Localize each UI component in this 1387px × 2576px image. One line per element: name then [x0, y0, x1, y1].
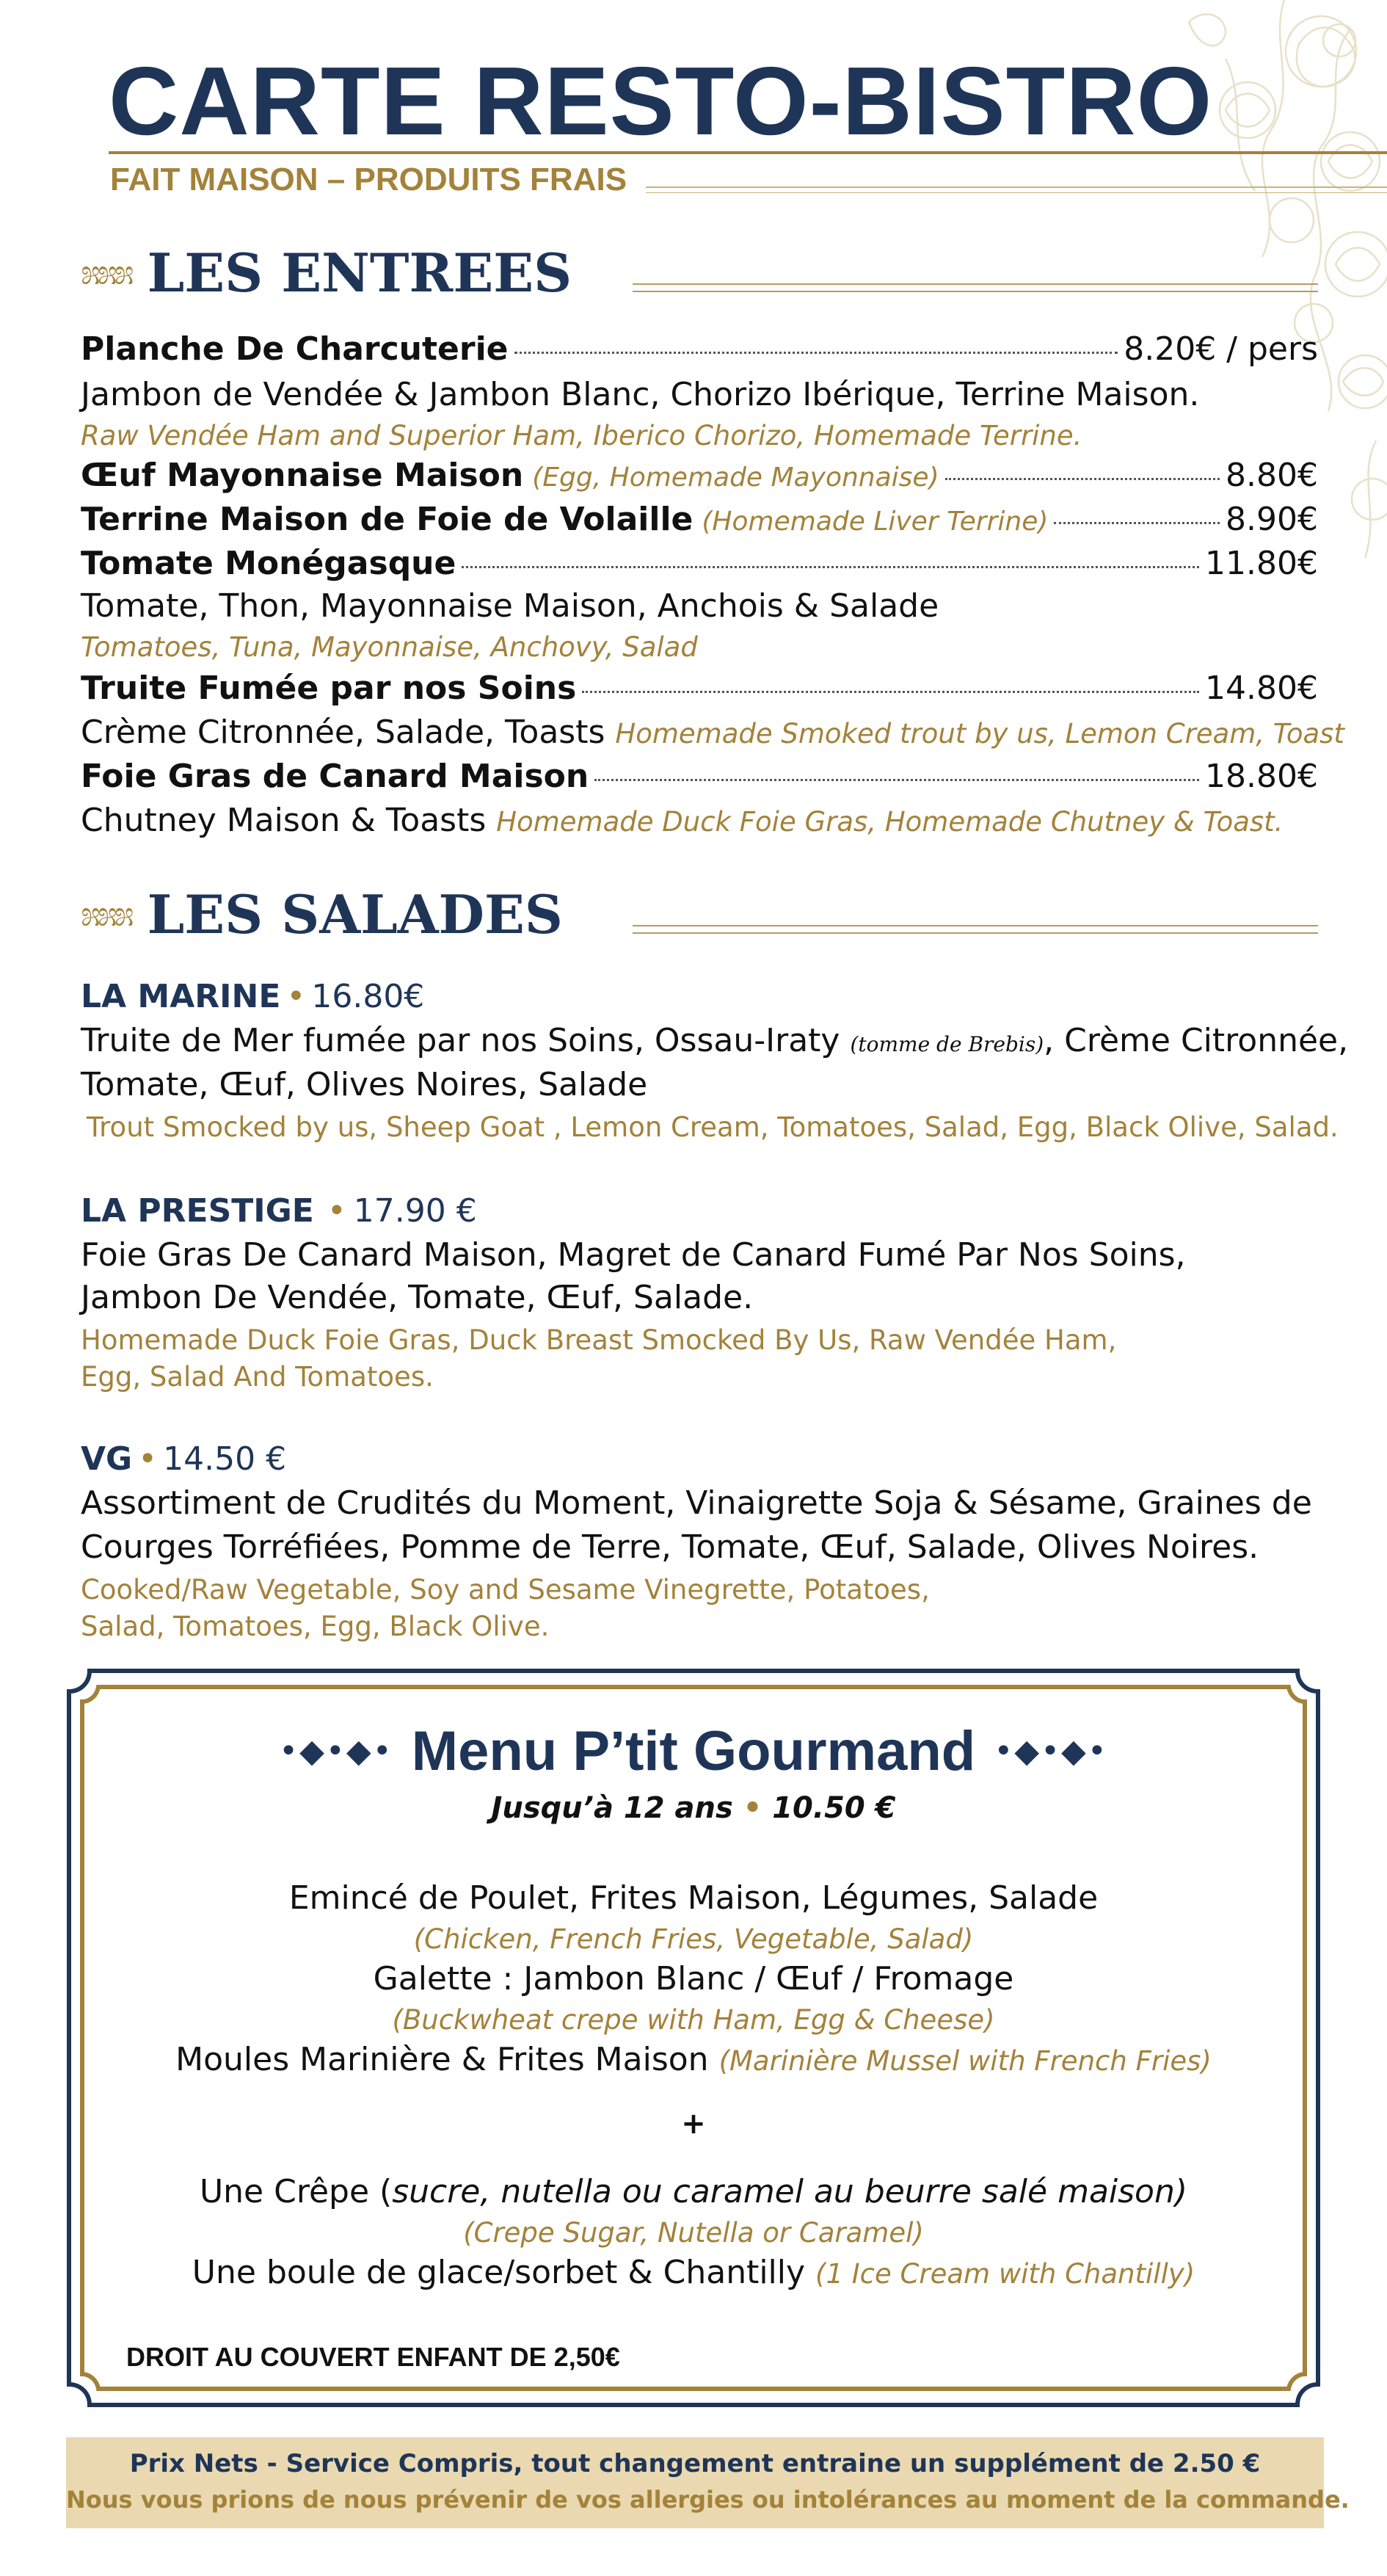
salad-price: 17.90 € — [353, 1192, 477, 1230]
menu-title: CARTE RESTO-BISTRO — [109, 47, 1213, 155]
item-description: Tomate, Thon, Mayonnaise Maison, Anchois & Salade — [81, 587, 939, 625]
menu-item — [81, 330, 1318, 368]
kids-main-en: (Marinière Mussel with French Fries) — [718, 2045, 1212, 2077]
menu-item — [81, 758, 1318, 795]
salad-price: 16.80€ — [311, 978, 425, 1015]
item-description — [81, 802, 1283, 839]
salad-description-part: Truite de Mer fumée par nos Soins, Ossau-Iraty — [81, 1022, 851, 1059]
item-description-fr: Chutney Maison & Toasts — [81, 802, 487, 839]
title-divider — [109, 151, 1387, 154]
dot-leader — [462, 566, 1199, 568]
section-divider — [633, 925, 1318, 934]
cover-charge-note: DROIT AU COUVERT ENFANT DE 2,50€ — [126, 2342, 620, 2372]
kids-menu-title-row — [65, 1719, 1322, 1783]
kids-menu-age: Jusqu’à 12 ans — [491, 1791, 733, 1825]
kids-dessert-en: (1 Ice Cream with Chantilly) — [815, 2258, 1195, 2290]
salad-description: Jambon De Vendée, Tomate, Œuf, Salade. — [81, 1279, 754, 1316]
kids-dessert-line — [65, 2254, 1322, 2291]
diamond-ornament-icon: •◆•◆• — [994, 1733, 1108, 1770]
bullet-dot: • — [286, 978, 306, 1015]
salad-description-en: Cooked/Raw Vegetable, Soy and Sesame Vinegrette, Potatoes, — [81, 1574, 930, 1606]
bullet-dot: • — [743, 1791, 762, 1825]
salad-name: LA PRESTIGE — [81, 1192, 314, 1230]
kids-main-fr: Galette : Jambon Blanc / Œuf / Fromage — [373, 1960, 1014, 1998]
kids-dessert-en: (Crepe Sugar, Nutella or Caramel) — [463, 2217, 924, 2249]
plus-sign: + — [681, 2107, 706, 2141]
footer-price-note: Prix Nets - Service Compris, tout changement entraine un supplément de 2.50 € — [129, 2449, 1261, 2478]
item-price: 11.80€ — [1205, 545, 1318, 582]
salad-header — [81, 978, 424, 1015]
item-price: 18.80€ — [1205, 758, 1318, 795]
item-price: 8.80€ — [1226, 457, 1318, 494]
scroll-ornament-icon: ೫೫೫ — [81, 893, 131, 935]
kids-dessert-line — [65, 2173, 1322, 2210]
item-name: Foie Gras de Canard Maison — [81, 758, 589, 795]
menu-item — [81, 457, 1318, 494]
menu-item — [81, 501, 1318, 538]
subtitle-divider — [646, 186, 1387, 193]
item-description-en: Tomatoes, Tuna, Mayonnaise, Anchovy, Salad — [81, 631, 698, 663]
kids-menu-title: Menu P’tit Gourmand — [411, 1720, 976, 1782]
section-header-salades — [81, 881, 563, 947]
dot-leader — [945, 478, 1220, 480]
item-price: 14.80€ — [1205, 670, 1318, 707]
dot-leader — [1054, 522, 1220, 524]
section-title: LES ENTREES — [147, 241, 572, 304]
salad-description-en: Salad, Tomatoes, Egg, Black Olive. — [81, 1611, 550, 1642]
salad-description-en: Egg, Salad And Tomatoes. — [81, 1361, 434, 1393]
kids-dessert-fr: Une boule de glace/sorbet & Chantilly — [192, 2254, 816, 2291]
item-description-en: Homemade Duck Foie Gras, Homemade Chutney & Toast. — [496, 806, 1284, 838]
item-description-en: Homemade Smoked trout by us, Lemon Cream, Toast — [615, 718, 1344, 750]
section-title: LES SALADES — [147, 882, 563, 946]
item-name: Planche De Charcuterie — [81, 330, 509, 368]
item-description-fr: Crème Citronnée, Salade, Toasts — [81, 714, 605, 751]
salad-name: VG — [81, 1440, 133, 1478]
kids-menu-price: 10.50 € — [772, 1791, 896, 1825]
item-name: Truite Fumée par nos Soins — [81, 670, 577, 707]
item-name: Tomate Monégasque — [81, 545, 456, 582]
bullet-dot: • — [327, 1192, 346, 1230]
item-name-en: (Egg, Homemade Mayonnaise) — [532, 462, 939, 493]
salad-description-part: , Crème Citronnée, — [1044, 1022, 1349, 1059]
kids-dessert-fr-options: sucre, nutella ou caramel au beurre salé maison) — [392, 2173, 1188, 2210]
dot-leader — [594, 779, 1199, 781]
salad-description: Courges Torréfiées, Pomme de Terre, Tomate, Œuf, Salade, Olives Noires. — [81, 1528, 1259, 1566]
salad-description-en: Homemade Duck Foie Gras, Duck Breast Smocked By Us, Raw Vendée Ham, — [81, 1324, 1117, 1356]
kids-main-fr: Emincé de Poulet, Frites Maison, Légumes, Salade — [288, 1879, 1099, 1917]
dot-leader — [582, 691, 1199, 693]
section-divider — [633, 283, 1318, 292]
scroll-ornament-icon: ೫೫೫ — [81, 251, 131, 293]
salad-description: Foie Gras De Canard Maison, Magret de Canard Fumé Par Nos Soins, — [81, 1236, 1186, 1274]
section-header-entrees — [81, 239, 572, 305]
menu-subtitle: FAIT MAISON – PRODUITS FRAIS — [110, 162, 627, 197]
menu-item — [81, 545, 1318, 582]
item-name: Œuf Mayonnaise Maison — [81, 457, 524, 494]
salad-description-en: Trout Smocked by us, Sheep Goat , Lemon Cream, Tomatoes, Salad, Egg, Black Olive, Salad. — [87, 1111, 1339, 1143]
item-price: 8.20€ / pers — [1124, 330, 1318, 368]
bullet-dot: • — [138, 1440, 158, 1478]
salad-description-note: (tomme de Brebis) — [850, 1032, 1044, 1056]
salad-header — [81, 1440, 286, 1478]
diamond-ornament-icon: •◆•◆• — [279, 1733, 393, 1770]
item-description — [81, 714, 1344, 751]
footer-banner — [66, 2437, 1350, 2528]
salad-description: Tomate, Œuf, Olives Noires, Salade — [81, 1066, 648, 1103]
salad-header — [81, 1192, 477, 1230]
item-name-en: (Homemade Liver Terrine) — [702, 507, 1049, 537]
salad-description — [81, 1019, 1348, 1067]
item-description: Jambon de Vendée & Jambon Blanc, Chorizo Ibérique, Terrine Maison. — [81, 376, 1200, 413]
kids-main-en: (Chicken, French Fries, Vegetable, Salad) — [413, 1923, 974, 1955]
kids-menu-age-price — [65, 1791, 1322, 1825]
salad-name: LA MARINE — [81, 978, 281, 1015]
item-name: Terrine Maison de Foie de Volaille — [81, 501, 694, 538]
salad-description: Assortiment de Crudités du Moment, Vinaigrette Soja & Sésame, Graines de — [81, 1484, 1312, 1522]
footer-allergy-note: Nous vous prions de nous prévenir de vos allergies ou intolérances au moment de la commande. — [66, 2486, 1350, 2514]
kids-main-line — [65, 2041, 1322, 2078]
kids-main-en: (Buckwheat crepe with Ham, Egg & Cheese) — [392, 2004, 995, 2036]
item-description-en: Raw Vendée Ham and Superior Ham, Iberico Chorizo, Homemade Terrine. — [81, 420, 1082, 451]
menu-item — [81, 670, 1318, 707]
salad-price: 14.50 € — [163, 1440, 287, 1478]
kids-dessert-fr: Une Crêpe ( — [199, 2173, 393, 2210]
item-price: 8.90€ — [1226, 501, 1318, 538]
dot-leader — [514, 352, 1118, 354]
kids-main-fr: Moules Marinière & Frites Maison — [175, 2041, 719, 2078]
